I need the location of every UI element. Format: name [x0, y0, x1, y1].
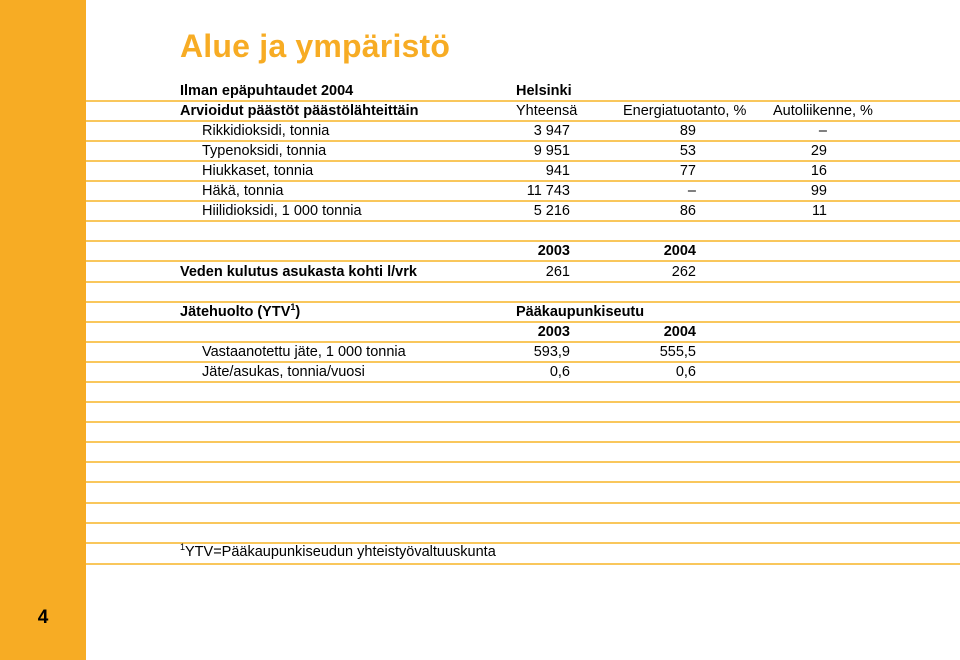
table-rule: [86, 461, 960, 463]
table-rule: [86, 381, 960, 383]
air-row-traffic: 16: [810, 163, 827, 179]
air-row-energy: 89: [679, 123, 696, 139]
waste-row-2003: 0,6: [549, 364, 570, 380]
waste-heading-end: ): [295, 304, 301, 320]
waste-year-2004: 2004: [663, 324, 696, 340]
footnote-text: YTV=Pääkaupunkiseudun yhteistyövaltuuskunta: [185, 544, 496, 560]
column-header-energy: Energiatuotanto, %: [623, 103, 747, 119]
table-rule: [86, 341, 960, 343]
waste-row-label: Jäte/asukas, tonnia/vuosi: [202, 364, 365, 380]
waste-heading-sup: 1: [290, 302, 296, 313]
air-heading: Ilman epäpuhtaudet 2004: [180, 83, 354, 99]
waste-row-2003: 593,9: [533, 344, 570, 360]
air-region: Helsinki: [516, 83, 572, 99]
table-rule: [86, 563, 960, 565]
water-year-2003: 2003: [537, 243, 570, 259]
table-rule: [86, 220, 960, 222]
table-rule: [86, 100, 960, 102]
table-rule: [86, 522, 960, 524]
table-rule: [86, 321, 960, 323]
table-rule: [86, 301, 960, 303]
air-row-label: Hiukkaset, tonnia: [202, 163, 314, 179]
air-row-total: 941: [545, 163, 570, 179]
air-row-traffic: 29: [810, 143, 827, 159]
column-header-total: Yhteensä: [516, 103, 578, 119]
table-rule: [86, 441, 960, 443]
waste-heading: [180, 304, 300, 321]
air-row-energy: –: [687, 183, 696, 199]
water-year-2004: 2004: [663, 243, 696, 259]
page-title: Alue ja ympäristö: [180, 28, 451, 64]
table-rule: [86, 240, 960, 242]
table-rule: [86, 140, 960, 142]
waste-year-2003: 2003: [537, 324, 570, 340]
sidebar-band: [0, 0, 86, 660]
table-rule: [86, 401, 960, 403]
footnote-marker: 1: [180, 542, 186, 553]
table-rule: [86, 200, 960, 202]
table-rule: [86, 421, 960, 423]
air-row-traffic: 99: [810, 183, 827, 199]
waste-row-2004: 555,5: [659, 344, 696, 360]
waste-row-label: Vastaanotettu jäte, 1 000 tonnia: [202, 344, 406, 360]
table-rule: [86, 481, 960, 483]
footnote: [180, 544, 496, 560]
table-rule: [86, 120, 960, 122]
table-rule: [86, 160, 960, 162]
air-row-label: Häkä, tonnia: [202, 183, 284, 199]
table-rule: [86, 260, 960, 262]
air-row-label: Rikkidioksidi, tonnia: [202, 123, 330, 139]
air-row-total: 9 951: [533, 143, 570, 159]
air-row-traffic: –: [818, 123, 827, 139]
column-header-traffic: Autoliikenne, %: [773, 103, 873, 119]
air-row-total: 3 947: [533, 123, 570, 139]
table-rule: [86, 180, 960, 182]
water-value-2004: 262: [671, 264, 696, 280]
table-rule: [86, 281, 960, 283]
waste-heading-text: Jätehuolto (YTV: [180, 304, 291, 320]
air-subheading: Arvioidut päästöt päästölähteittäin: [180, 103, 419, 119]
air-row-total: 11 743: [526, 183, 570, 199]
air-row-label: Typenoksidi, tonnia: [202, 143, 327, 159]
air-row-energy: 77: [679, 163, 696, 179]
page-number: 4: [37, 607, 49, 628]
air-row-energy: 53: [679, 143, 696, 159]
air-row-traffic: 11: [811, 203, 827, 219]
water-label: Veden kulutus asukasta kohti l/vrk: [180, 264, 417, 280]
air-row-total: 5 216: [533, 203, 570, 219]
water-value-2003: 261: [545, 264, 570, 280]
waste-region: Pääkaupunkiseutu: [516, 304, 645, 320]
table-rule: [86, 361, 960, 363]
air-row-label: Hiilidioksidi, 1 000 tonnia: [202, 203, 362, 219]
waste-row-2004: 0,6: [675, 364, 696, 380]
table-rule: [86, 502, 960, 504]
air-row-energy: 86: [679, 203, 696, 219]
